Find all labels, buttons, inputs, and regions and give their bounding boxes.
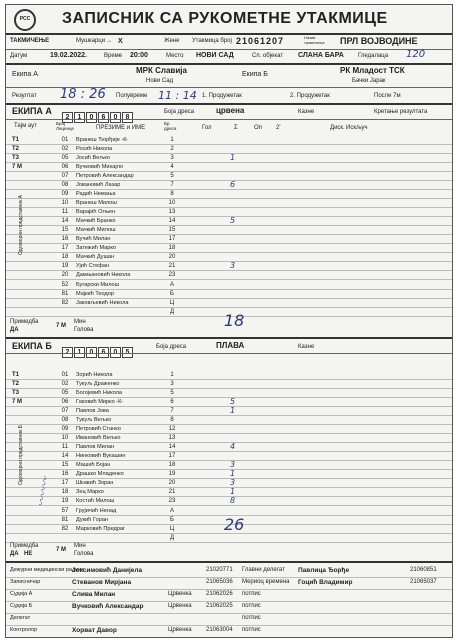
player-name: Драшко Младенко <box>76 471 124 477</box>
spectators-label: Гледалаца <box>358 53 389 59</box>
official-name: Дукић Горан <box>76 517 109 523</box>
code-digit: 5 <box>122 347 133 358</box>
player-name: Зорић Никола <box>76 372 113 378</box>
official-licence: 81 <box>61 291 69 297</box>
timeout-label: T1 <box>12 372 20 378</box>
row-line <box>6 542 452 543</box>
player-row <box>6 271 452 279</box>
player-row <box>6 407 452 415</box>
remarks-a-label: Примедба <box>10 319 39 325</box>
footer-role: Записничар <box>10 579 41 585</box>
official-role: Б <box>170 517 174 523</box>
player-licence: 11 <box>61 209 69 215</box>
player-licence: 08 <box>61 182 69 188</box>
footer-club: Црвенка <box>168 627 192 633</box>
player-jersey: 14 <box>168 218 176 224</box>
official-licence: 82 <box>61 300 69 306</box>
timeout-label: T2 <box>12 146 20 152</box>
player-goals: 3 <box>230 478 236 487</box>
player-name: Јосић Вељко <box>76 155 111 161</box>
player-jersey: 6 <box>170 399 174 405</box>
player-name: Нинковић Вукашин <box>76 453 126 459</box>
ext2-label: 2. Продужетак <box>290 93 330 99</box>
player-row <box>6 244 452 252</box>
player-name: Зец Марко <box>76 489 104 495</box>
player-row <box>6 262 452 270</box>
player-name: Вранеш Милош <box>76 200 117 206</box>
player-goals: 5 <box>230 216 236 225</box>
official-role: Ц <box>169 300 175 306</box>
official-role: Ц <box>169 526 175 532</box>
player-row <box>6 434 452 442</box>
player-goals: 4 <box>230 442 236 451</box>
team-a-title: ЕКИПА А <box>12 106 52 116</box>
player-row <box>6 145 452 153</box>
official-name: Марковић Предраг <box>76 526 125 532</box>
remarks-a-seven: 7 М <box>56 323 67 329</box>
player-name: Тукуљ Вељко <box>76 417 112 423</box>
men-checkbox: X <box>118 38 123 45</box>
league-name: ПРЛ ВОЈВОДИНЕ <box>340 36 418 46</box>
goals-a-label: Голова <box>74 327 94 333</box>
ext1-label: 1. Продужетак <box>202 93 242 99</box>
team-b-name: РК Младост ТСК <box>340 66 405 75</box>
player-licence: 11 <box>61 444 69 450</box>
player-row <box>6 380 452 388</box>
timeout-label: T3 <box>12 155 20 161</box>
footer-name: Слива Милан <box>72 591 116 598</box>
player-licence: 20 <box>61 272 69 278</box>
player-licence: 02 <box>61 146 69 152</box>
official-role: Д <box>169 535 175 541</box>
footer-licence: 21062026 <box>206 591 233 597</box>
timeout-label: T3 <box>12 390 20 396</box>
code-digit: 0 <box>110 347 121 358</box>
code-digit: 8 <box>122 112 133 123</box>
row-line <box>6 505 452 506</box>
col-disq: Диск. <box>330 125 345 131</box>
col-2min: 2' <box>276 125 281 131</box>
player-name: Ивановић Вељко <box>76 435 121 441</box>
player-goals: 6 <box>230 180 236 189</box>
player-row <box>6 226 452 234</box>
player-name: Мачкић Бранко <box>76 218 116 224</box>
logo-text: РСС <box>19 16 31 22</box>
player-licence: 14 <box>61 218 69 224</box>
player-jersey: 3 <box>170 381 174 387</box>
footer-name2: Павлица Ђорђе <box>298 567 350 574</box>
player-row <box>6 199 452 207</box>
player-jersey: 13 <box>168 435 176 441</box>
remarks-b-seven: 7 М <box>56 547 67 553</box>
player-name: Дамњановић Никола <box>76 272 131 278</box>
player-jersey: 2 <box>170 146 174 152</box>
player-name: Богојевић Никола <box>76 390 122 396</box>
player-jersey: 14 <box>168 444 176 450</box>
place-value: НОВИ САД <box>196 52 234 59</box>
player-goals: 1 <box>230 153 236 162</box>
player-name: Павлов Јова <box>76 408 109 414</box>
official-row <box>6 299 452 307</box>
player-licence: 06 <box>61 164 69 170</box>
player-licence: 08 <box>61 417 69 423</box>
player-name: Варајић Огњен <box>76 209 116 215</box>
player-jersey: 5 <box>170 173 174 179</box>
footer-role2: потпис <box>242 615 261 621</box>
footer-licence2: 21065037 <box>410 579 437 585</box>
player-name: Вучковић Михајло <box>76 164 124 170</box>
player-name: Вранеш Ђорђије -К- <box>76 137 129 143</box>
footer-licence2: 21060851 <box>410 567 437 573</box>
player-row <box>6 190 452 198</box>
code-digit: 2 <box>62 112 73 123</box>
official-row <box>6 534 452 542</box>
footer-role: Судија А <box>10 591 33 597</box>
official-row <box>6 281 452 289</box>
player-row <box>6 154 452 162</box>
official-role: А <box>169 508 174 514</box>
col-jersey: Бр дреса <box>164 121 177 131</box>
team-a-total: 18 <box>224 311 245 330</box>
player-jersey: 1 <box>170 372 174 378</box>
player-licence: 07 <box>61 408 69 414</box>
player-row <box>6 416 452 424</box>
player-jersey: 18 <box>168 462 176 468</box>
timeout-label: T1 <box>12 137 20 143</box>
women-label: Жене <box>164 38 180 44</box>
player-row <box>6 163 452 171</box>
col-name: ПРЕЗИМЕ и ИМЕ <box>96 125 146 131</box>
player-name: Павлов Милан <box>76 444 115 450</box>
date-label: Датум <box>10 53 28 59</box>
player-goals: 3 <box>230 460 236 469</box>
logo <box>14 9 36 31</box>
col-excl: Искључ <box>346 125 368 131</box>
kit-a-value: црвена <box>216 106 245 115</box>
player-licence: 05 <box>61 390 69 396</box>
code-digit: 1 <box>74 347 85 358</box>
official-role: А <box>169 282 174 288</box>
team-a-city: Нови Сад <box>146 78 174 84</box>
penalties-b-label: Казне <box>298 344 315 350</box>
player-row <box>6 136 452 144</box>
footer-role2: Мериоц времена <box>242 579 290 585</box>
player-jersey: 15 <box>168 227 176 233</box>
player-licence: 16 <box>61 236 69 242</box>
remarks-a-da: ДА <box>10 327 19 333</box>
player-name: Машић Бојан <box>76 462 111 468</box>
player-jersey: 21 <box>168 263 176 269</box>
player-goals: 1 <box>230 469 236 478</box>
player-row <box>6 371 452 379</box>
player-jersey: 17 <box>168 453 176 459</box>
player-jersey: 1 <box>170 137 174 143</box>
player-row <box>6 461 452 469</box>
player-name: Вучић Милан <box>76 236 111 242</box>
footer-licence: 21065036 <box>206 579 233 585</box>
date-value: 19.02.2022. <box>50 52 87 59</box>
team-b-city: Бачки Јарак <box>352 78 386 84</box>
team-a-label: Екипа А <box>12 71 38 78</box>
player-licence: 10 <box>61 200 69 206</box>
halftime-score: 11 : 14 <box>158 89 197 102</box>
player-name: Тукуљ Драженко <box>76 381 120 387</box>
time-value: 20:00 <box>130 52 148 59</box>
player-name: Мачкић Милош <box>76 227 116 233</box>
player-row <box>6 470 452 478</box>
code-digit: 6 <box>98 347 109 358</box>
footer-row <box>6 613 452 625</box>
remarks-b-label: Примедба <box>10 543 39 549</box>
player-row <box>6 452 452 460</box>
player-licence: 19 <box>61 263 69 269</box>
timeout-label: 7 M <box>12 164 23 170</box>
player-licence: 18 <box>61 489 69 495</box>
player-jersey: 10 <box>168 200 176 206</box>
code-digit: 1 <box>74 112 85 123</box>
col-sum: Σ <box>234 125 238 131</box>
footer-club: Црвенка <box>168 603 192 609</box>
player-goals: 5 <box>230 397 236 406</box>
official-row <box>6 507 452 515</box>
footer-role: Делегат <box>10 615 31 621</box>
footer-licence: 21020771 <box>206 567 233 573</box>
player-jersey: 23 <box>168 498 176 504</box>
footer-row <box>6 589 452 601</box>
kit-a-label: Боја дреса <box>164 109 195 115</box>
official-licence: 52 <box>61 282 69 288</box>
men-label: Мушкарци <box>76 38 106 44</box>
player-row <box>6 398 452 406</box>
stats-a-label: Кретање резултата <box>374 109 428 115</box>
player-jersey: 20 <box>168 480 176 486</box>
player-jersey: 17 <box>168 236 176 242</box>
player-jersey: 23 <box>168 272 176 278</box>
team-b-total: 26 <box>224 515 245 534</box>
col-licence: Број Лиценце <box>56 121 75 131</box>
player-jersey: 7 <box>170 182 174 188</box>
footer-row <box>6 601 452 613</box>
footer-role2: потпис <box>242 603 261 609</box>
player-licence: 05 <box>61 155 69 161</box>
team-b-label: Екипа Б <box>242 71 268 78</box>
player-row <box>6 389 452 397</box>
player-licence: 16 <box>61 471 69 477</box>
player-licence: 10 <box>61 435 69 441</box>
min-b-label: Мин <box>74 543 86 549</box>
team-a-name: МРК Славија <box>136 66 187 75</box>
row-line <box>6 279 452 280</box>
player-goals: 1 <box>230 487 236 496</box>
rep-b-label: Одговорни представник Б <box>18 425 24 485</box>
player-name: Петровић Александар <box>76 173 134 179</box>
score-sheet <box>5 4 453 638</box>
venue-value: СЛАНА БАРА <box>298 52 344 59</box>
player-row <box>6 497 452 505</box>
match-no-label: Утакмица број <box>192 38 232 44</box>
player-licence: 19 <box>61 498 69 504</box>
rep-a-label: Одговорни представник А <box>18 194 24 255</box>
remarks-b-da: ДА <box>10 551 19 557</box>
official-row <box>6 290 452 298</box>
footer-row <box>6 625 452 637</box>
footer-role: Дежурни медицински радник <box>10 567 84 573</box>
official-licence: 57 <box>61 508 69 514</box>
player-goals: 8 <box>230 496 236 505</box>
footer-row <box>6 577 452 589</box>
player-licence: 18 <box>61 254 69 260</box>
place-label: Место <box>166 53 184 59</box>
code-digit: 2 <box>62 347 73 358</box>
footer-licence: 21062025 <box>206 603 233 609</box>
official-role: Д <box>169 309 175 315</box>
penalties-a-label: Казне <box>298 109 315 115</box>
player-jersey: 19 <box>168 471 176 477</box>
player-licence: 15 <box>61 462 69 468</box>
result-label: Резултат <box>12 93 37 99</box>
code-digit: 0 <box>86 112 97 123</box>
player-jersey: 7 <box>170 408 174 414</box>
player-row <box>6 208 452 216</box>
player-goals: 3 <box>230 261 236 270</box>
men-arrow: → <box>106 38 112 44</box>
player-jersey: 8 <box>170 417 174 423</box>
page-title: ЗАПИСНИК СА РУКОМЕТНЕ УТАКМИЦЕ <box>62 10 388 27</box>
player-licence: 07 <box>61 173 69 179</box>
player-licence: 17 <box>61 480 69 486</box>
player-row <box>6 479 452 487</box>
official-name: Бугарски Милош <box>76 282 120 288</box>
player-licence: 14 <box>61 453 69 459</box>
timeout-label: T2 <box>12 381 20 387</box>
footer-role: Судија Б <box>10 603 33 609</box>
player-jersey: 3 <box>170 155 174 161</box>
footer-role2: потпис <box>242 591 261 597</box>
player-row <box>6 217 452 225</box>
col-warn: Оп <box>254 125 262 131</box>
official-role: Б <box>170 291 174 297</box>
official-licence: 81 <box>61 517 69 523</box>
player-licence: 09 <box>61 426 69 432</box>
footer-role: Контролор <box>10 627 38 633</box>
player-row <box>6 235 452 243</box>
match-number: 21061207 <box>236 36 285 46</box>
remarks-b-ne: НЕ <box>24 551 33 557</box>
footer-name: Јоксимовић Данијела <box>72 567 143 574</box>
player-name: Шкавић Зоран <box>76 480 114 486</box>
player-row <box>6 488 452 496</box>
player-jersey: 8 <box>170 191 174 197</box>
player-licence: 02 <box>61 381 69 387</box>
player-jersey: 18 <box>168 245 176 251</box>
player-jersey: 5 <box>170 390 174 396</box>
footer-role2: Главни делегат <box>242 567 285 573</box>
player-row <box>6 181 452 189</box>
col-timeout: Тајм аут <box>14 123 37 129</box>
player-name: Гаковић Мирко -К- <box>76 399 124 405</box>
code-digit: 0 <box>86 347 97 358</box>
row-line <box>6 637 452 638</box>
halftime-label: Полувреме <box>116 93 148 99</box>
player-name: Росић Никола <box>76 146 113 152</box>
footer-name: Вучковић Александар <box>72 603 144 610</box>
player-row <box>6 172 452 180</box>
player-name: Мачкић Душан <box>76 254 115 260</box>
official-licence: 82 <box>61 526 69 532</box>
player-licence: 01 <box>61 137 69 143</box>
kit-b-label: Боја дреса <box>156 344 187 350</box>
player-name: Затежић Марко <box>76 245 117 251</box>
player-licence: 01 <box>61 372 69 378</box>
official-name: Грујичић Ненад <box>76 508 117 514</box>
timeout-label: 7 M <box>12 399 23 405</box>
player-row <box>6 425 452 433</box>
final-score: 18 : 26 <box>60 87 106 102</box>
footer-name: Хорват Давор <box>72 627 117 634</box>
player-name: Петровић Станко <box>76 426 121 432</box>
player-licence: 15 <box>61 227 69 233</box>
player-name: Радић Немања <box>76 191 116 197</box>
player-jersey: 20 <box>168 254 176 260</box>
venue-label: Сп. објекат <box>252 53 284 59</box>
after7-label: После 7м <box>374 93 401 99</box>
rep-b-signature: 〰〰〰 <box>35 476 52 508</box>
footer-club: Црвенка <box>168 591 192 597</box>
player-row <box>6 253 452 261</box>
player-name: Јовановић Лазар <box>76 182 121 188</box>
player-licence: 09 <box>61 191 69 197</box>
tag-label: Назив такмичења <box>304 35 325 45</box>
min-a-label: Мин <box>74 319 86 325</box>
player-licence: 17 <box>61 245 69 251</box>
player-jersey: 13 <box>168 209 176 215</box>
official-name: Јаковљевић Никола <box>76 300 129 306</box>
footer-role2: потпис <box>242 627 261 633</box>
footer-name2: Гоцић Владимир <box>298 579 353 586</box>
player-name: Костић Милош <box>76 498 115 504</box>
code-digit: 0 <box>110 112 121 123</box>
player-licence: 06 <box>61 399 69 405</box>
footer-licence: 21063004 <box>206 627 233 633</box>
team-b-code <box>62 341 134 359</box>
time-label: Време <box>104 53 123 59</box>
col-goals: Гол <box>202 125 212 131</box>
player-goals: 1 <box>230 406 236 415</box>
goals-b-label: Голова <box>74 551 94 557</box>
spectators-value: 120 <box>406 49 426 60</box>
official-name: Мајкић Теодор <box>76 291 115 297</box>
player-jersey: 4 <box>170 164 174 170</box>
player-row <box>6 443 452 451</box>
code-digit: 6 <box>98 112 109 123</box>
footer-name: Стеванов Мирјана <box>72 579 132 586</box>
player-jersey: 21 <box>168 489 176 495</box>
player-name: Ујић Стефан <box>76 263 110 269</box>
kit-b-value: ПЛАВА <box>216 341 245 350</box>
player-jersey: 12 <box>168 426 176 432</box>
team-b-title: ЕКИПА Б <box>12 341 52 351</box>
footer-row <box>6 565 452 577</box>
competition-label: ТАКМИЧЕЊЕ <box>10 38 50 44</box>
